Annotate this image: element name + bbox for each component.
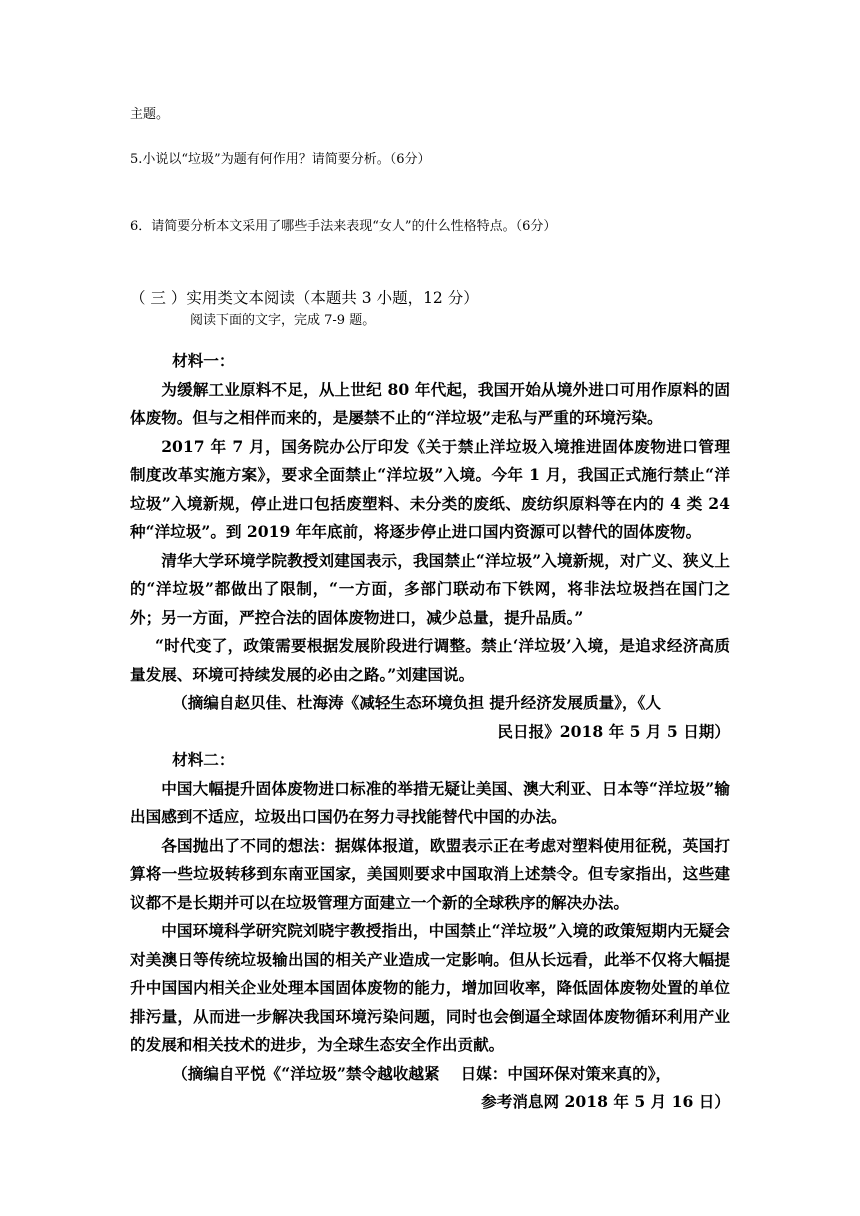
question-6: 6．请简要分析本文采用了哪些手法来表现“女人”的什么性格特点。（6分） (130, 219, 557, 234)
material-1-source-line-2: 民日报》2018 年 5 月 5 日期） (497, 721, 730, 741)
material-2-paragraph-2: 各国抛出了不同的想法：据媒体报道，欧盟表示正在考虑对塑料使用征税，英国打算将一些垃圾转移到东南亚国家，美国则要求中国取消上述禁令。但专家指出，这些建议都不是长期并可以在垃圾管理方面建立一个新的全球秩序的解决办法。 (130, 835, 730, 912)
material-2-paragraph-1: 中国大幅提升固体废物进口标准的举措无疑让美国、澳大利亚、日本等“洋垃圾”输出国感到不适应，垃圾出口国仍在努力寻找能替代中国的办法。 (130, 778, 730, 826)
material-1-paragraph-1: 为缓解工业原料不足，从上世纪 80 年代起，我国开始从境外进口可用作原料的固体废物。但与之相伴而来的，是屡禁不止的“洋垃圾”走私与严重的环境污染。 (130, 379, 730, 427)
material-1-source-line-1: （摘编自赵贝佳、杜海涛《减轻生态环境负担 提升经济发展质量》，《人 (172, 693, 661, 712)
material-2-label: 材料二： (172, 750, 235, 769)
material-1-label: 材料一： (172, 351, 235, 370)
material-2-source-line-1: （摘编自平悦《“洋垃圾”禁令越收越紧 日媒：中国环保对策来真的》， (172, 1063, 672, 1083)
material-2-paragraph-3: 中国环境科学研究院刘晓宇教授指出，中国禁止“洋垃圾”入境的政策短期内无疑会对美澳日等传统垃圾输出国的相关产业造成一定影响。但从长远看，此举不仅将大幅提升中国国内相关企业处理本国固体废物的能力，增加回收率，降低固体废物处置的单位排污量，从而进一步解决我国环境污染问题，同时也会倒逼全球固体废物循环利用产业的发展和相关技术的进步，为全球生态安全作出贡献。 (130, 921, 730, 1054)
material-1-paragraph-2: 2017 年 7 月，国务院办公厅印发《关于禁止洋垃圾入境推进固体废物进口管理制度改革实施方案》，要求全面禁止“洋垃圾”入境。今年 1 月，我国正式施行禁止“洋垃圾”入境新规，停止进口包括废塑料、未分类的废纸、废纺织原料等在内的 4 类 24 种“洋垃圾”。到 2019 年年底前，将逐步停止进口国内资源可以替代的固体废物。 (130, 436, 730, 541)
material-1-paragraph-4: “时代变了，政策需要根据发展阶段进行调整。禁止‘洋垃圾’入境，是追求经济高质量发展、环境可持续发展的必由之路。”刘建国说。 (130, 636, 730, 684)
material-2-source-line-2: 参考消息网 2018 年 5 月 16 日） (481, 1092, 730, 1111)
material-1-paragraph-3: 清华大学环境学院教授刘建国表示，我国禁止“洋垃圾”入境新规，对广义、狭义上的“洋垃圾”都做出了限制，“一方面，多部门联动布下铁网，将非法垃圾挡在国门之外；另一方面，严控合法的固体废物进口，减少总量，提升品质。” (130, 550, 730, 627)
section-3-title: （ 三 ）实用类文本阅读（本题共 3 小题，12 分） (130, 289, 479, 307)
question-5: 5.小说以“垃圾”为题有何作用？请简要分析。（6分） (130, 152, 431, 167)
previous-question-tail: 主题。 (130, 107, 170, 122)
reading-passage (130, 347, 730, 1117)
section-3-instruction: 阅读下面的文字，完成 7-9 题。 (190, 313, 376, 328)
